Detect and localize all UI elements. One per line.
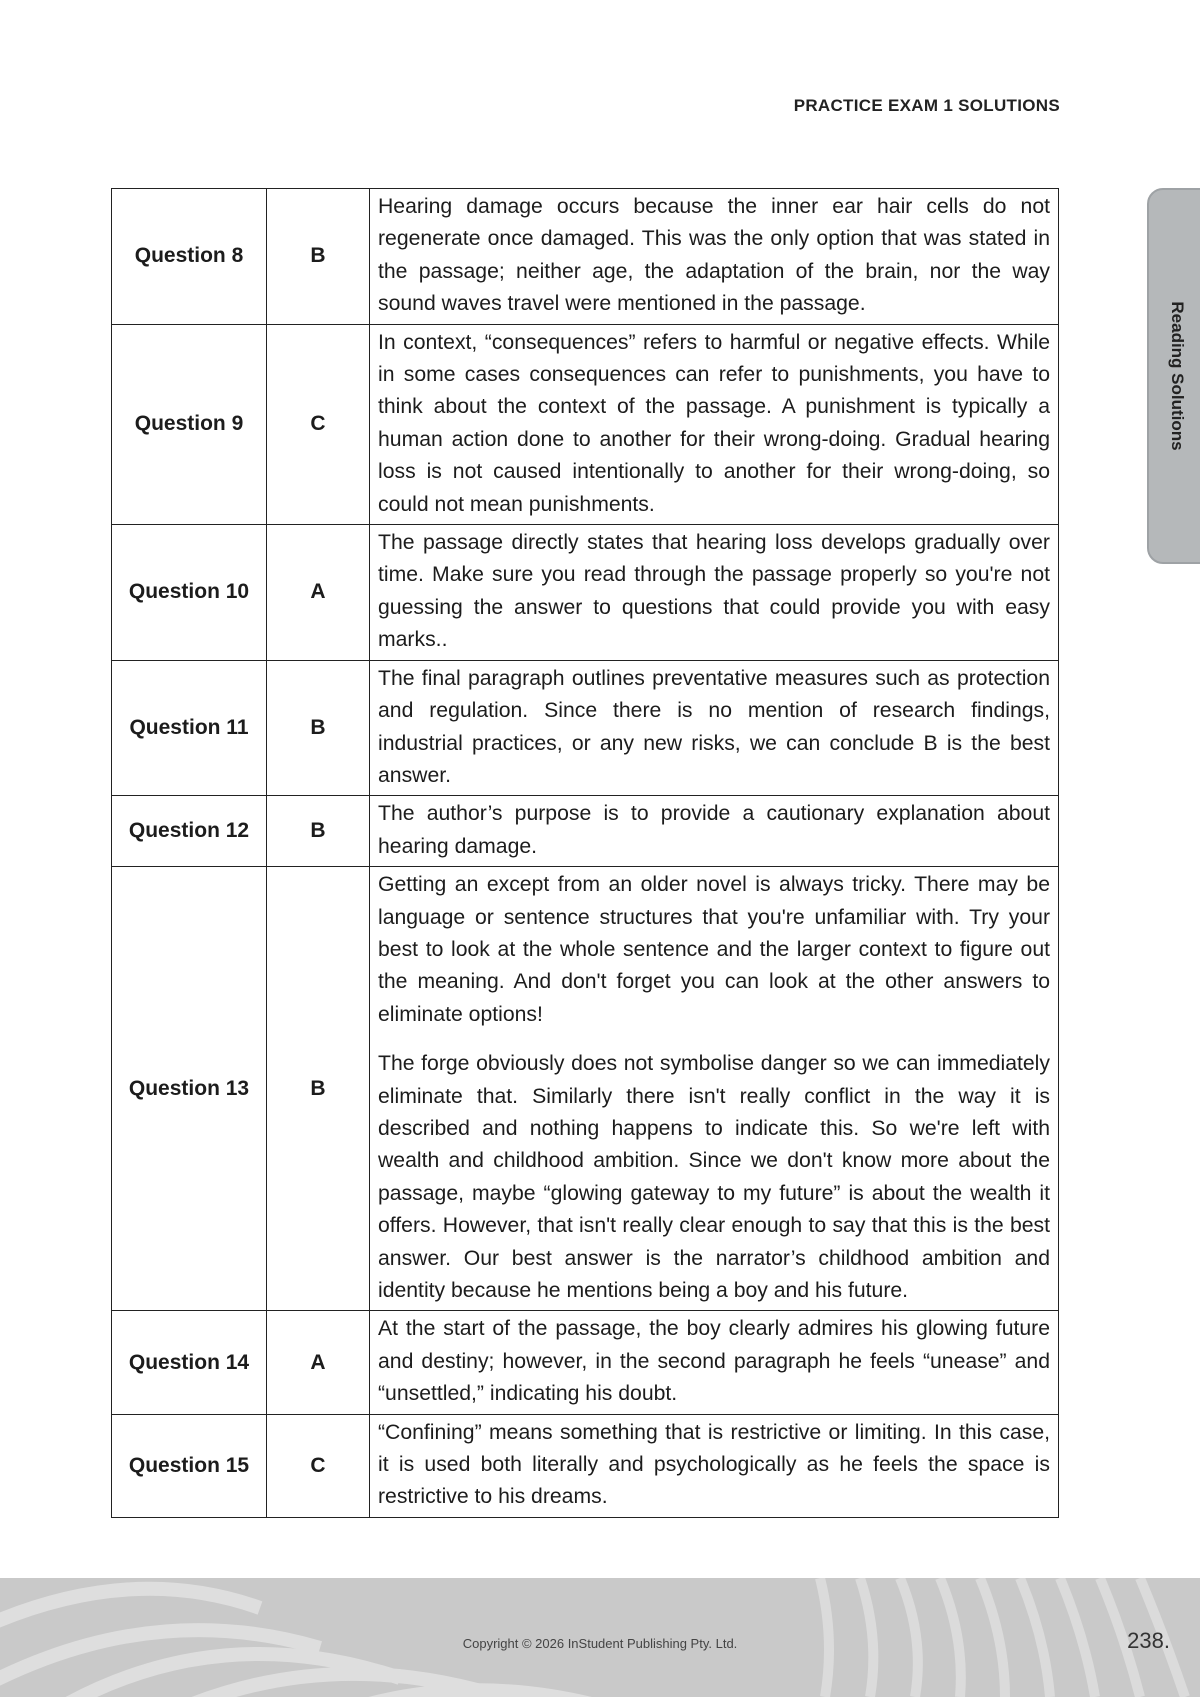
explanation-cell: [370, 525, 1059, 661]
explanation-cell: [370, 189, 1059, 325]
solutions-table: [111, 188, 1059, 1518]
question-label: Question 13: [112, 867, 267, 1311]
table-row: [112, 660, 1059, 796]
explanation-paragraph: The passage directly states that hearing loss develops gradually over time. Make sure you read through the passage properly so you're not guessing the answer to questions that could provide you with easy marks..: [378, 531, 1050, 652]
explanation-cell: [370, 660, 1059, 796]
explanation-cell: [370, 1414, 1059, 1517]
table-row: [112, 867, 1059, 1311]
answer-letter: B: [267, 867, 370, 1311]
explanation-paragraph: “Confining” means something that is restrictive or limiting. In this case, it is used both literally and psychologically as he feels the space is restrictive to his dreams.: [378, 1420, 1050, 1509]
answer-letter: A: [267, 1311, 370, 1414]
explanation-cell: [370, 796, 1059, 867]
explanation-paragraph: The final paragraph outlines preventative measures such as protection and regulation. Since there is no mention of research findings, industrial practices, or any new risks, we can conclude B is the best answer.: [378, 666, 1050, 787]
answer-letter: B: [267, 796, 370, 867]
table-row: [112, 525, 1059, 661]
page-number: 238.: [1127, 1628, 1170, 1653]
explanation-paragraph: The author’s purpose is to provide a cautionary explanation about hearing damage.: [378, 802, 1050, 858]
table-row: [112, 1414, 1059, 1517]
answer-letter: C: [267, 1414, 370, 1517]
table-row: [112, 189, 1059, 325]
question-label: Question 12: [112, 796, 267, 867]
explanation-paragraph: The forge obviously does not symbolise danger so we can immediately eliminate that. Similarly there isn't really conflict in the way it is described and nothing happens to indicate this. So we're left with wealth and childhood ambition. Since we don't know more about the passage, maybe “glowing gateway to my future” is about the wealth it offers. However, that isn't really clear enough to say that this is the best answer. Our best answer is the narrator’s childhood ambition and identity because he mentions being a boy and his future.: [378, 1052, 1050, 1302]
explanation-paragraph: At the start of the passage, the boy clearly admires his glowing future and destiny; however, in the second paragraph he feels “unease” and “unsettled,” indicating his doubt.: [378, 1317, 1050, 1406]
solutions-table-body: [112, 189, 1059, 1518]
answer-letter: B: [267, 189, 370, 325]
page-header: PRACTICE EXAM 1 SOLUTIONS: [793, 96, 1060, 115]
question-label: Question 14: [112, 1311, 267, 1414]
question-label: Question 8: [112, 189, 267, 325]
table-row: [112, 324, 1059, 524]
explanation-cell: [370, 1311, 1059, 1414]
table-row: [112, 796, 1059, 867]
explanation-paragraph: Getting an except from an older novel is always tricky. There may be language or sentence structures that you're unfamiliar with. Try your best to look at the whole sentence and the larger context to figure out the meaning. And don't forget you can look at the other answers to eliminate options!: [378, 873, 1050, 1026]
question-label: Question 10: [112, 525, 267, 661]
question-label: Question 9: [112, 324, 267, 524]
explanation-cell: [370, 324, 1059, 524]
question-label: Question 11: [112, 660, 267, 796]
explanation-cell: [370, 867, 1059, 1311]
answer-letter: A: [267, 525, 370, 661]
answer-letter: C: [267, 324, 370, 524]
explanation-paragraph: Hearing damage occurs because the inner ear hair cells do not regenerate once damaged. This was the only option that was stated in the passage; neither age, the adaptation of the brain, nor the way sound waves travel were mentioned in the passage.: [378, 195, 1050, 316]
explanation-paragraph: In context, “consequences” refers to harmful or negative effects. While in some cases consequences can refer to punishments, you have to think about the context of the passage. A punishment is typically a human action done to another for their wrong-doing. Gradual hearing loss is not caused intentionally to another for their wrong-doing, so could not mean punishments.: [378, 330, 1050, 516]
copyright-text: Copyright © 2026 InStudent Publishing Pty. Ltd.: [462, 1636, 738, 1651]
section-side-tab: [1147, 188, 1200, 564]
question-label: Question 15: [112, 1414, 267, 1517]
table-row: [112, 1311, 1059, 1414]
answer-letter: B: [267, 660, 370, 796]
side-tab-label: Reading Solutions: [1168, 301, 1187, 451]
